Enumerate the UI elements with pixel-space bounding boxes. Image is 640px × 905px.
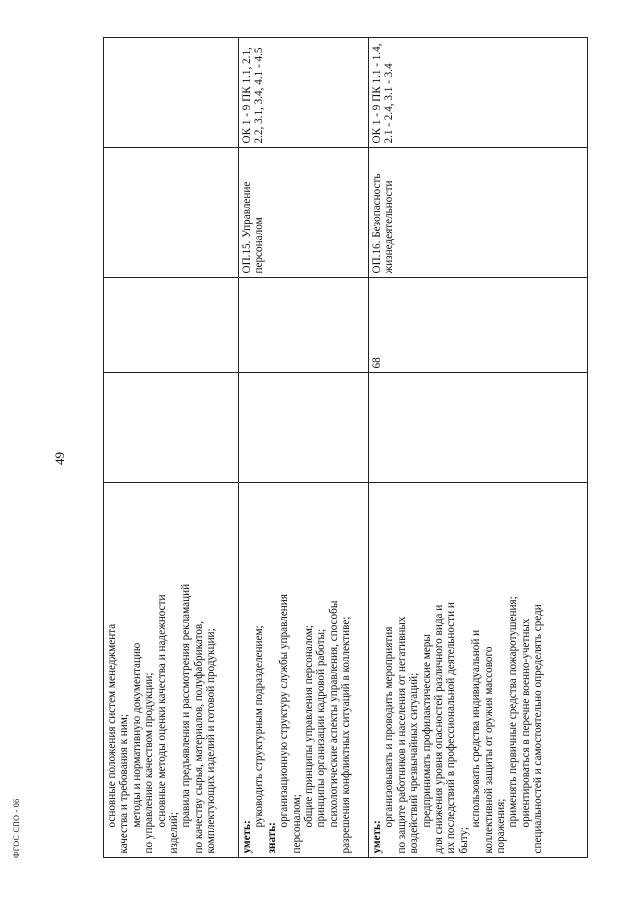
- content-line: организовывать и проводить мероприятия: [383, 626, 396, 828]
- content-line: применять первичные средства пожаротушения;: [507, 596, 520, 828]
- content-line: методы и нормативную документацию: [130, 642, 143, 828]
- competencies-cell: [104, 38, 239, 148]
- content-line: разрешения конфликтных ситуаций в коллективе;: [340, 616, 353, 854]
- content-line: основные методы оценки качества и надежности: [155, 594, 168, 828]
- content-line: их последствий в профессиональной деятельности и: [445, 602, 458, 854]
- content-line: воздействий чрезвычайных ситуаций;: [408, 672, 421, 854]
- curriculum-table: [103, 38, 588, 859]
- discipline-cell: ОП.15. Управление персоналом: [239, 148, 369, 278]
- content-cell: [104, 483, 239, 858]
- content-cell: [369, 483, 588, 858]
- hours-cell: 68: [369, 278, 588, 373]
- blank-cell: [239, 373, 369, 483]
- rotated-table-container: [103, 38, 587, 858]
- document-footer: ФГОС СПО - 06: [12, 798, 21, 858]
- content-line: уметь:: [241, 820, 253, 854]
- content-line: изделий;: [168, 811, 181, 854]
- table-row: [369, 38, 588, 858]
- hours-cell: [239, 278, 369, 373]
- content-line: правила предъявления и рассмотрения рекламаций: [180, 583, 193, 828]
- content-line: специальностей и самостоятельно определять среди: [532, 604, 545, 854]
- table-row: [239, 38, 369, 858]
- competencies-cell: ОК 1 - 9 ПК 1.1, 2.1, 2.2, 3.1, 3.4, 4.1 - 4.5: [239, 38, 369, 148]
- content-cell: [239, 483, 369, 858]
- blank-cell: [104, 373, 239, 483]
- content-line: знать:: [265, 822, 278, 854]
- page-number: 49: [52, 452, 67, 465]
- blank-cell: [369, 373, 588, 483]
- content-line: быту;: [457, 826, 470, 854]
- content-line: уметь:: [371, 820, 383, 854]
- content-line: по управлению качеством продукции;: [143, 672, 156, 854]
- content-line: по качеству сырья, материалов, полуфабрикатов,: [192, 621, 205, 854]
- content-line: основные положения систем менеджмента: [106, 623, 118, 828]
- content-line: для снижения уровня опасностей различного вида и: [433, 604, 446, 854]
- content-line: общие принципы управления персоналом;: [303, 624, 316, 828]
- content-line: коллективной защиты от оружия массового: [482, 646, 495, 854]
- content-line: ориентироваться в перечне военно-учетных: [519, 618, 532, 828]
- content-line: предпринимать профилактические меры: [420, 634, 433, 828]
- discipline-cell: [104, 148, 239, 278]
- content-line: организационную структуру службы управления: [278, 594, 291, 828]
- competencies-cell: ОК 1 - 9 ПК 1.1 - 1.4, 2.1 - 2.4, 3.1 - 3.4: [369, 38, 588, 148]
- discipline-cell: ОП.16. Безопасность жизнедеятельности: [369, 148, 588, 278]
- content-line: принципы организации кадровой работы;: [315, 628, 328, 828]
- hours-cell: [104, 278, 239, 373]
- content-line: по защите работников и населения от негативных: [395, 616, 408, 854]
- content-line: руководить структурным подразделением;: [253, 625, 266, 828]
- content-line: качества и требования к ним;: [118, 714, 131, 854]
- content-line: персоналом;: [290, 794, 303, 854]
- content-line: психологические аспекты управления, способы: [327, 600, 340, 828]
- content-line: поражения;: [495, 798, 508, 854]
- content-line: комплектующих изделий и готовой продукции;: [205, 628, 218, 854]
- content-line: использовать средства индивидуальной и: [470, 629, 483, 828]
- table-row: [104, 38, 239, 858]
